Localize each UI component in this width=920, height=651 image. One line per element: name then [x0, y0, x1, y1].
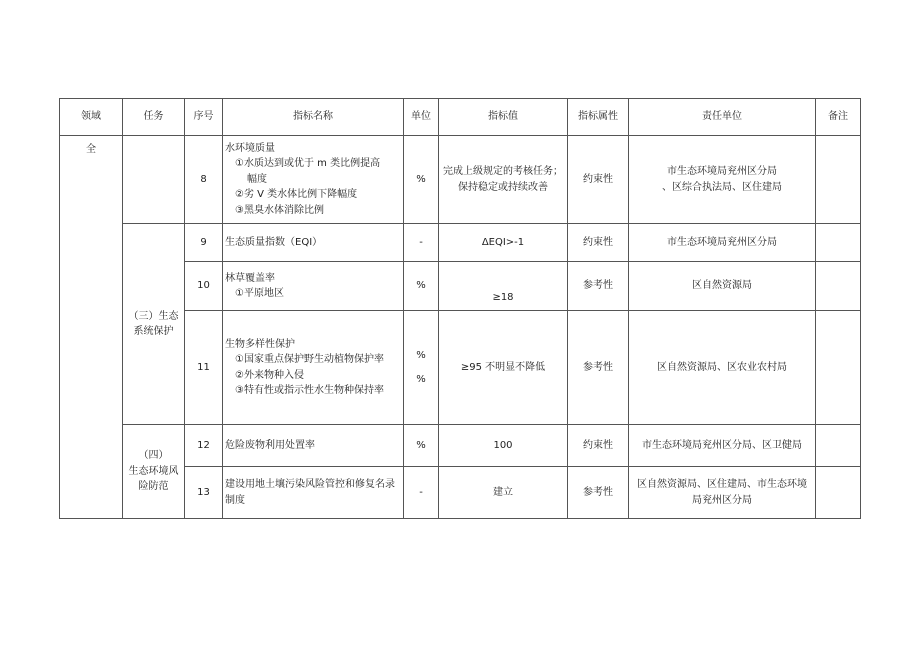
value-cell — [439, 262, 568, 311]
note-cell — [816, 136, 861, 224]
unit-cell: - — [404, 224, 439, 262]
task-4-line-3: 险防范 — [138, 481, 169, 493]
value-line-1: 完成上级规定的考核任务； — [443, 166, 563, 177]
dept-cell: 市生态环境局兖州区分局、区卫健局 — [629, 425, 816, 467]
header-row — [60, 99, 861, 136]
dept-line-2: 、区综合执法局、区住建局 — [662, 181, 782, 193]
attr-cell: 约束性 — [568, 136, 629, 224]
header-task: 任务 — [123, 99, 185, 136]
indicator-table — [59, 98, 861, 519]
seq-cell: 9 — [185, 224, 223, 262]
indicator-sub-2: ②劣 V 类水体比例下降幅度 — [235, 189, 358, 201]
attr-cell: 参考性 — [568, 467, 629, 519]
header-attr: 指标属性 — [568, 99, 629, 136]
table-row — [60, 224, 861, 262]
header-field: 领域 — [60, 99, 123, 136]
indicator-title: 林草覆盖率 — [225, 272, 275, 284]
seq-cell: 11 — [185, 311, 223, 425]
header-indicator: 指标名称 — [223, 99, 404, 136]
indicator-cell — [223, 136, 404, 224]
attr-cell: 参考性 — [568, 262, 629, 311]
indicator-sub-2: ②外来物种入侵 — [235, 369, 304, 381]
table-row — [60, 425, 861, 467]
unit-cell: - — [404, 467, 439, 519]
seq-cell: 13 — [185, 467, 223, 519]
indicator-sub-1: ①国家重点保护野生动植物保护率 — [235, 354, 384, 365]
value-line-2: 保持稳定或持续改善 — [458, 181, 548, 193]
unit-cell: % — [404, 425, 439, 467]
value-cell: 建立 — [439, 467, 568, 519]
indicator-sub-1: ①水质达到或优于 m 类比例提高 — [235, 158, 381, 170]
task-3-line-2: 系统保护 — [133, 326, 174, 337]
task-4-line-1: （四） — [138, 450, 169, 462]
value-cell: ≥95 不明显不降低 — [439, 311, 568, 425]
header-dept: 责任单位 — [629, 99, 816, 136]
indicator-title: 生物多样性保护 — [225, 338, 295, 350]
indicator-title: 水环境质量 — [225, 142, 275, 154]
value-line: ≥18 — [492, 292, 514, 304]
indicator-cell: 危险废物利用处置率 — [223, 425, 404, 467]
note-cell — [816, 311, 861, 425]
dept-line-1: 市生态环境局兖州区分局 — [667, 166, 777, 177]
value-cell: 100 — [439, 425, 568, 467]
task-cell — [123, 224, 185, 425]
unit-cell — [404, 311, 439, 425]
header-seq: 序号 — [185, 99, 223, 136]
note-cell — [816, 425, 861, 467]
unit-line-2: % — [416, 373, 426, 385]
dept-cell: 区自然资源局、区农业农村局 — [629, 311, 816, 425]
indicator-line-2: 制度 — [225, 494, 245, 506]
task-4-line-2: 生态环境风 — [128, 465, 179, 477]
attr-cell: 参考性 — [568, 311, 629, 425]
indicator-cell — [223, 467, 404, 519]
header-value: 指标值 — [439, 99, 568, 136]
task-cell — [123, 425, 185, 519]
unit-line-1: % — [416, 350, 426, 361]
dept-line-2: 局兖州区分局 — [692, 494, 752, 506]
field-cell — [60, 136, 123, 519]
unit-spacer — [406, 364, 436, 372]
attr-cell: 约束性 — [568, 224, 629, 262]
indicator-sub-3: ③特有性或指示性水生物种保持率 — [235, 385, 384, 396]
indicator-line-1: 建设用地土壤污染风险管控和修复名录 — [225, 479, 395, 490]
task-3-line-1: （三）生态 — [128, 310, 179, 322]
indicator-cell — [223, 262, 404, 311]
task-cell-empty — [123, 136, 185, 224]
note-cell — [816, 467, 861, 519]
table-row — [60, 136, 861, 224]
dept-line-1: 区自然资源局、区住建局、市生态环境 — [637, 479, 807, 490]
note-cell — [816, 224, 861, 262]
value-cell: ΔEQI>-1 — [439, 224, 568, 262]
value-cell — [439, 136, 568, 224]
unit-cell: % — [404, 262, 439, 311]
note-cell — [816, 262, 861, 311]
dept-cell — [629, 136, 816, 224]
seq-cell: 8 — [185, 136, 223, 224]
attr-cell: 约束性 — [568, 425, 629, 467]
indicator-sub-1-cont: 幅度 — [247, 173, 267, 185]
field-label: 全 — [86, 144, 96, 155]
indicator-cell: 生态质量指数（EQI） — [223, 224, 404, 262]
dept-cell — [629, 467, 816, 519]
header-unit: 单位 — [404, 99, 439, 136]
indicator-sub-1: ①平原地区 — [235, 288, 284, 299]
indicator-cell — [223, 311, 404, 425]
seq-cell: 12 — [185, 425, 223, 467]
unit-cell: % — [404, 136, 439, 224]
indicator-sub-3: ③黑臭水体消除比例 — [235, 204, 324, 216]
value-spacer — [441, 266, 565, 276]
dept-cell: 区自然资源局 — [629, 262, 816, 311]
header-note: 备注 — [816, 99, 861, 136]
dept-cell: 市生态环境局兖州区分局 — [629, 224, 816, 262]
seq-cell: 10 — [185, 262, 223, 311]
